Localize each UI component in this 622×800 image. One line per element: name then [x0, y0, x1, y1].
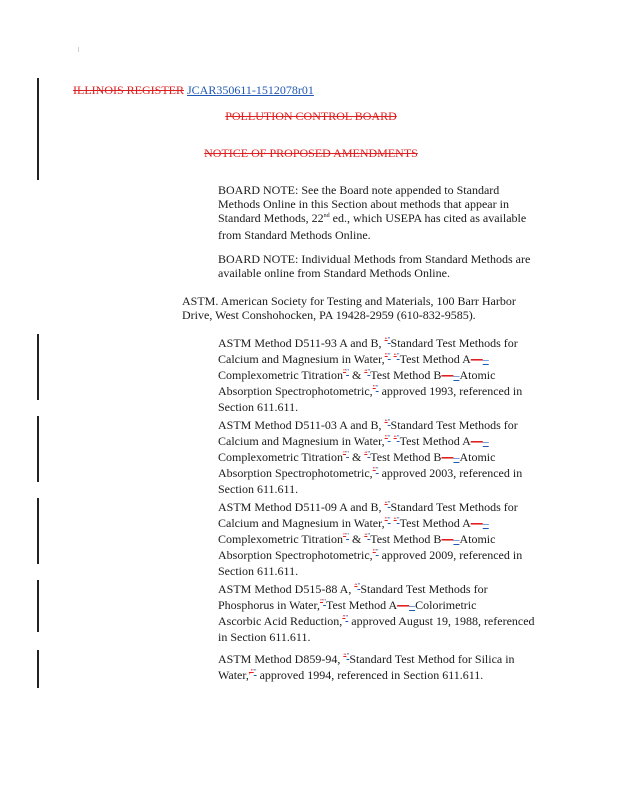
change-bar: [37, 334, 39, 400]
change-bar: [37, 650, 39, 688]
register-struck: ILLINOIS REGISTER: [73, 83, 184, 97]
change-bar: [37, 498, 39, 564]
change-bar: [37, 78, 39, 180]
board-note: BOARD NOTE: Individual Methods from Standard Methods are available online from Standard Methods Online.: [218, 252, 531, 280]
change-bar: [37, 580, 39, 632]
astm-method-entry: ASTM Method D511-09 A and B, “"Standard Test Methods for Calcium and Magnesium in Water,”" “"Test Method A—– Complexometric Titration”" & “"Test Method B—–Atomic Absorption Spectrophotometric,”" approved 2009, referenced in Section 611.611.: [218, 500, 523, 578]
astm-method-entry: ASTM Method D511-93 A and B, “"Standard Test Methods for Calcium and Magnesium in Water,”" “"Test Method A—– Complexometric Titration”" & “"Test Method B—–Atomic Absorption Spectrophotometric,”" approved 1993, referenced in Section 611.611.: [218, 336, 523, 414]
board-title: POLLUTION CONTROL BOARD: [225, 109, 397, 123]
register-header: [73, 83, 314, 98]
astm-method-entry: ASTM Method D515-88 A, “"Standard Test Methods for Phosphorus in Water,”"Test Method A—–Colorimetric Ascorbic Acid Reduction,”" approved August 19, 1988, referenced in Section 611.611.: [218, 582, 535, 644]
astm-method-entry: ASTM Method D511-03 A and B, “"Standard Test Methods for Calcium and Magnesium in Water,”" “"Test Method A—– Complexometric Titration”" & “"Test Method B—–Atomic Absorption Spectrophotometric,”" approved 2003, referenced in Section 611.611.: [218, 418, 523, 496]
scan-mark: [78, 47, 79, 52]
astm-method-entry: ASTM Method D859-94, “"Standard Test Method for Silica in Water,,”" approved 1994, referenced in Section 611.611.: [218, 652, 515, 682]
register-inserted: JCAR350611-1512078r01: [187, 83, 314, 97]
astm-definition: ASTM. American Society for Testing and Materials, 100 Barr Harbor Drive, West Conshohocken, PA 19428-2959 (610-832-9585).: [182, 294, 516, 322]
change-bar: [37, 416, 39, 482]
notice-title: NOTICE OF PROPOSED AMENDMENTS: [204, 146, 418, 160]
board-note: BOARD NOTE: See the Board note appended to Standard Methods Online in this Section about methods that appear in Standard Methods, 22nd ed., which USEPA has cited as available from Standard Methods Online.: [218, 183, 527, 242]
